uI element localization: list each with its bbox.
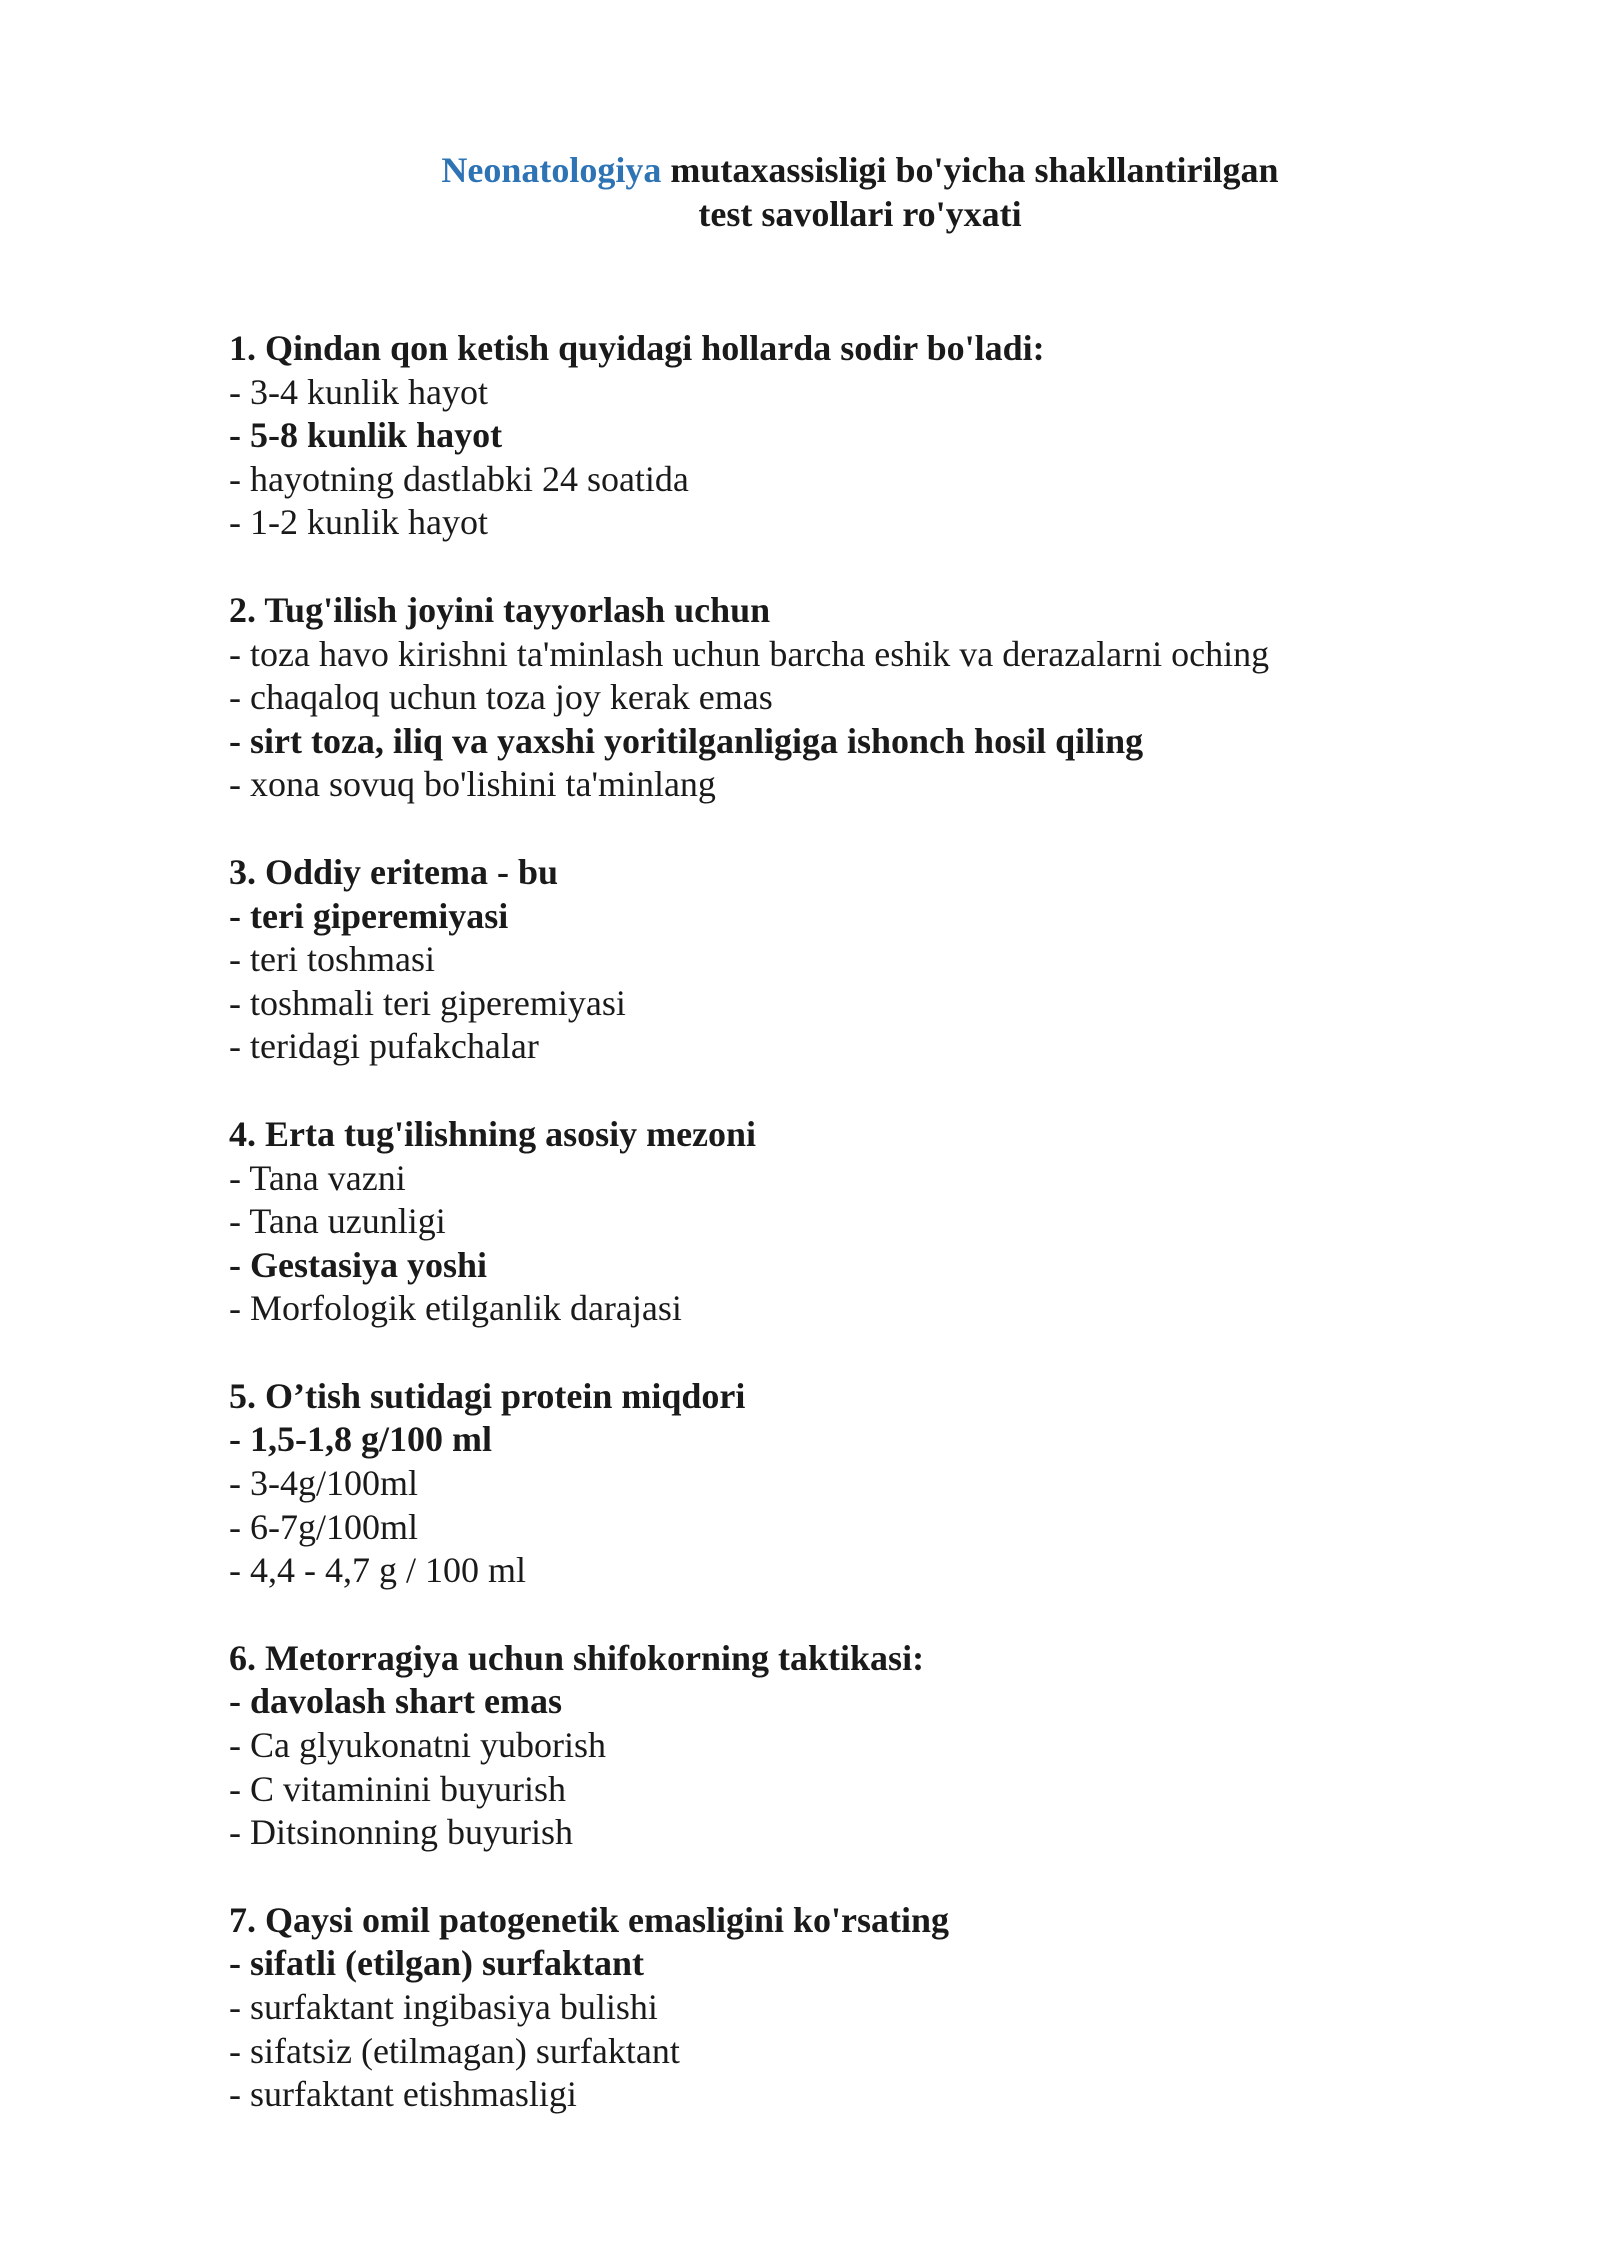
answer-option: - 6-7g/100ml xyxy=(229,1506,418,1547)
answer-option: - teridagi pufakchalar xyxy=(229,1026,539,1067)
answer-option: - Tana vazni xyxy=(229,1157,406,1198)
page-title xyxy=(0,148,1600,236)
answer-option-correct: - davolash shart emas xyxy=(229,1681,563,1722)
answer-option-correct: - 1,5-1,8 g/100 ml xyxy=(229,1419,492,1460)
answer-option: - 4,4 - 4,7 g / 100 ml xyxy=(229,1550,526,1591)
question-block xyxy=(229,1637,1529,1855)
question-block xyxy=(229,1375,1529,1593)
answer-option: - xona sovuq bo'lishini ta'minlang xyxy=(229,764,716,805)
answer-option: - C vitaminini buyurish xyxy=(229,1768,566,1809)
question-block xyxy=(229,589,1529,807)
answer-option: - toza havo kirishni ta'minlash uchun barcha eshik va derazalarni oching xyxy=(229,633,1270,674)
question-block xyxy=(229,1899,1529,2117)
question-block xyxy=(229,1113,1529,1331)
answer-option: - Ditsinonning buyurish xyxy=(229,1812,574,1853)
question-text: 5. O’tish sutidagi protein miqdori xyxy=(229,1375,746,1416)
question-block xyxy=(229,327,1529,545)
question-text: 1. Qindan qon ketish quyidagi hollarda sodir bo'ladi: xyxy=(229,328,1045,368)
answer-option-correct: - teri giperemiyasi xyxy=(229,895,509,936)
answer-option: - hayotning dastlabki 24 soatida xyxy=(229,458,689,499)
question-block xyxy=(229,851,1529,1069)
answer-option: - Ca glyukonatni yuborish xyxy=(229,1725,606,1766)
question-list xyxy=(229,327,1529,2161)
answer-option: - Tana uzunligi xyxy=(229,1201,446,1242)
answer-option: - Morfologik etilganlik darajasi xyxy=(229,1288,682,1329)
question-text: 3. Oddiy eritema - bu xyxy=(229,851,558,892)
answer-option: - 3-4 kunlik hayot xyxy=(229,371,488,412)
answer-option: - 3-4g/100ml xyxy=(229,1463,418,1504)
answer-option-correct: - sifatli (etilgan) surfaktant xyxy=(229,1943,644,1984)
answer-option-correct: - 5-8 kunlik hayot xyxy=(229,415,503,456)
question-text: 7. Qaysi omil patogenetik emasligini ko'rsating xyxy=(229,1899,950,1940)
title-rest: mutaxassisligi bo'yicha shakllantirilgan xyxy=(661,150,1279,190)
question-text: 6. Metorragiya uchun shifokorning taktikasi: xyxy=(229,1637,925,1678)
answer-option: - teri toshmasi xyxy=(229,939,435,980)
question-text: 2. Tug'ilish joyini tayyorlash uchun xyxy=(229,589,771,630)
answer-option: - 1-2 kunlik hayot xyxy=(229,502,488,543)
answer-option: - surfaktant etishmasligi xyxy=(229,2074,577,2115)
title-highlight: Neonatologiya xyxy=(441,150,662,190)
title-line2: test savollari ro'yxati xyxy=(698,194,1022,234)
answer-option-correct: - sirt toza, iliq va yaxshi yoritilganligiga ishonch hosil qiling xyxy=(229,720,1144,761)
question-text: 4. Erta tug'ilishning asosiy mezoni xyxy=(229,1113,757,1154)
answer-option: - surfaktant ingibasiya bulishi xyxy=(229,1987,658,2027)
answer-option: - chaqaloq uchun toza joy kerak emas xyxy=(229,677,773,718)
answer-option: - sifatsiz (etilmagan) surfaktant xyxy=(229,2030,680,2071)
answer-option: - toshmali teri giperemiyasi xyxy=(229,982,626,1023)
answer-option-correct: - Gestasiya yoshi xyxy=(229,1244,488,1285)
